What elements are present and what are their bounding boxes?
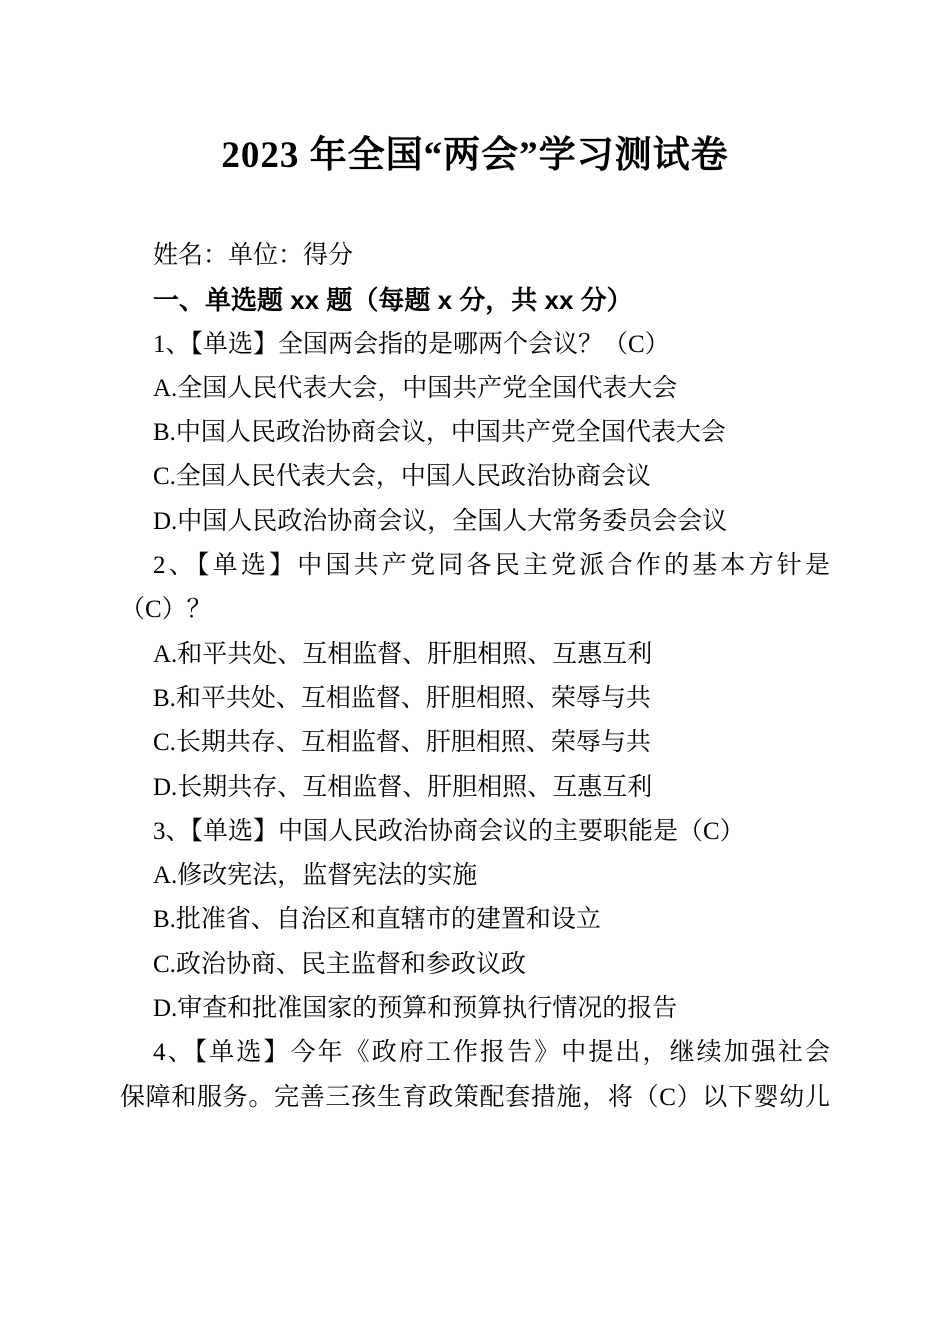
question-3-stem-line-1: 3、【单选】中国人民政治协商会议的主要职能是（C） [153, 817, 745, 845]
question-2-stem-line-2: （C）？ [120, 596, 212, 624]
question-4-stem-line-2: 保障和服务。完善三孩生育政策配套措施，将（C）以下婴幼儿 [120, 1083, 830, 1111]
question-1-option-C: C.全国人民代表大会，中国人民政治协商会议 [153, 463, 651, 491]
questions-container [120, 323, 830, 1120]
question-2-option-A: A.和平共处、互相监督、肝胆相照、互惠互利 [153, 640, 653, 668]
question-1-option-B: B.中国人民政治协商会议，中国共产党全国代表大会 [153, 419, 726, 447]
question-3-option-B: B.批准省、自治区和直辖市的建置和设立 [153, 906, 601, 934]
document-title: 2023 年全国“两会”学习测试卷 [221, 135, 729, 176]
question-1-option-D: D.中国人民政治协商会议，全国人大常务委员会会议 [153, 507, 728, 535]
question-3-option-A: A.修改宪法，监督宪法的实施 [153, 862, 478, 890]
question-1-stem-line-1: 1、【单选】全国两会指的是哪两个会议？（C） [153, 330, 670, 358]
document-body [120, 234, 830, 1120]
question-4-stem-line-1: 4、【单选】今年《政府工作报告》中提出，继续加强社会 [153, 1039, 830, 1067]
question-3-option-C: C.政治协商、民主监督和参政议政 [153, 950, 526, 978]
question-1-option-A: A.全国人民代表大会，中国共产党全国代表大会 [153, 374, 678, 402]
question-2-stem-line-1: 2、【单选】中国共产党同各民主党派合作的基本方针是 [153, 552, 830, 580]
meta-line: 姓名：单位：得分 [153, 242, 354, 269]
question-3-option-D: D.审查和批准国家的预算和预算执行情况的报告 [153, 995, 678, 1023]
question-2-option-B: B.和平共处、互相监督、肝胆相照、荣辱与共 [153, 684, 651, 712]
question-2-option-C: C.长期共存、互相监督、肝胆相照、荣辱与共 [153, 729, 651, 757]
section-heading: 一、单选题 xx 题（每题 x 分，共 xx 分） [153, 285, 633, 316]
question-2-option-D: D.长期共存、互相监督、肝胆相照、互惠互利 [153, 773, 653, 801]
